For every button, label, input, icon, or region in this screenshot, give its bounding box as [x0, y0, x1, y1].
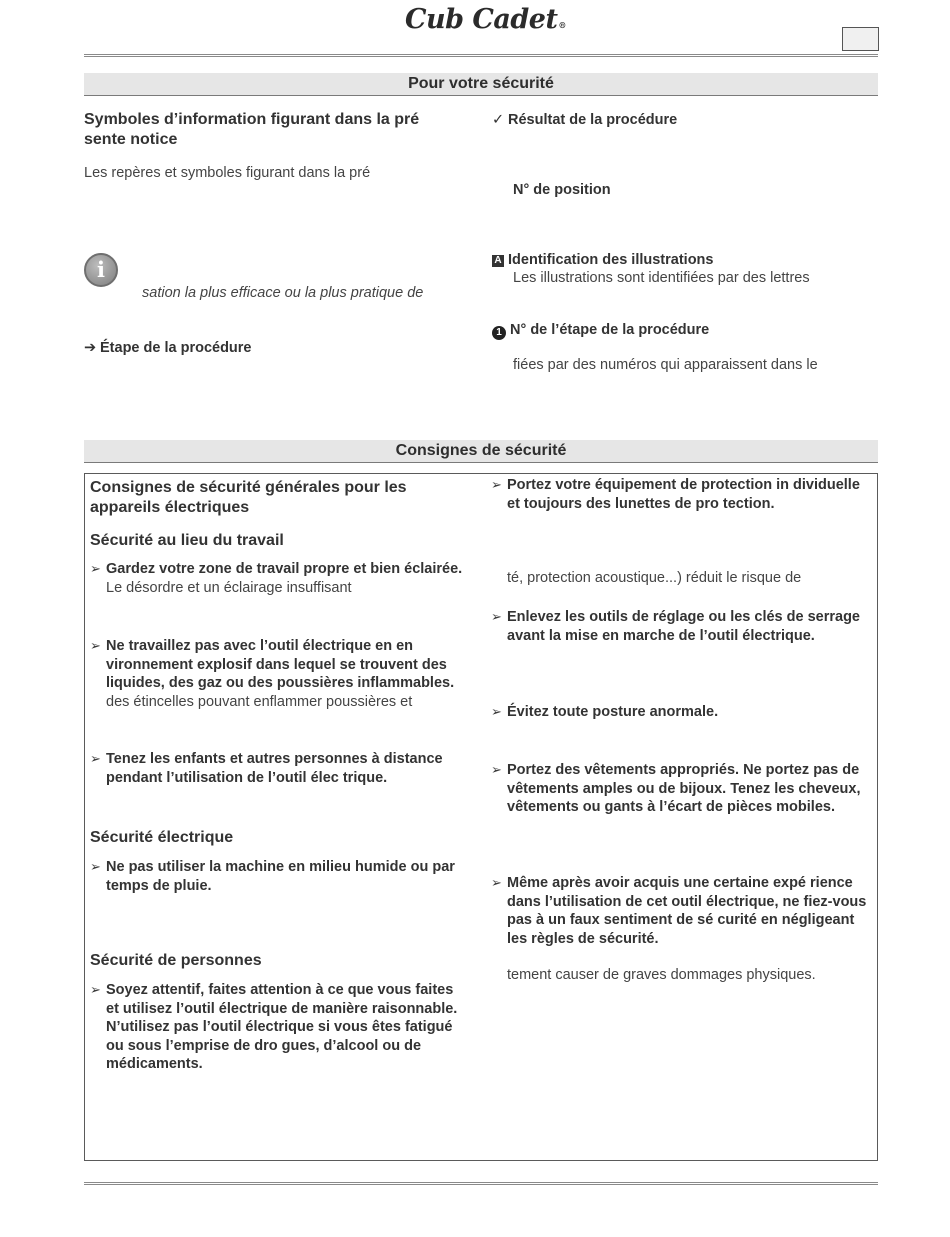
- brand-logo: [405, 4, 580, 36]
- electrical-safety-heading: Sécurité électrique: [90, 829, 234, 846]
- illustration-id-label: Identification des illustrations: [508, 252, 714, 268]
- bullet-arrow-icon: ➢: [491, 875, 502, 890]
- step-label: Étape de la procédure: [100, 340, 252, 356]
- instruction-bold: Gardez votre zone de travail propre et bien éclairée.: [106, 561, 463, 577]
- section-title-safety: Pour votre sécurité: [84, 73, 878, 96]
- instruction-bold: Ne travaillez pas avec l’outil électrique en en vironnement explosif dans lequel se trouvent des liquides, des gaz ou des poussières inflammables.: [106, 638, 455, 691]
- instruction-text: des étincelles pouvant enflammer poussières et: [106, 693, 413, 710]
- bullet-arrow-icon: ➢: [491, 762, 502, 777]
- list-item: [90, 637, 470, 711]
- list-item: [491, 476, 875, 513]
- letter-a-badge-icon: A: [492, 255, 504, 267]
- info-text: sation la plus efficace ou la plus pratique de: [142, 285, 424, 301]
- list-item: [90, 750, 470, 787]
- workplace-safety-heading: Sécurité au lieu du travail: [90, 532, 284, 549]
- instruction-bold: Portez des vêtements appropriés. Ne portez pas de vêtements amples ou de bijoux. Tenez les cheveux, vêtements ou gants à l’écart de pièces mobiles.: [507, 762, 861, 815]
- list-item: [491, 761, 875, 817]
- instruction-bold: Ne pas utiliser la machine en milieu humide ou par temps de pluie.: [106, 859, 455, 894]
- section-title-instructions: Consignes de sécurité: [84, 440, 878, 463]
- position-label: N° de position: [513, 182, 611, 198]
- instruction-bold: Tenez les enfants et autres personnes à distance pendant l’utilisation de l’outil élec trique.: [106, 751, 443, 786]
- step-number-text: fiées par des numéros qui apparaissent dans le: [513, 357, 818, 373]
- instruction-bold: Enlevez les outils de réglage ou les clés de serrage avant la mise en marche de l’outil électrique.: [507, 609, 860, 644]
- list-item: [90, 560, 470, 597]
- result-symbol-line: [492, 111, 872, 130]
- checkmark-icon: ✓: [492, 112, 505, 128]
- instruction-bold: Même après avoir acquis une certaine expé rience dans l’utilisation de cet outil électrique, ne fiez-vous pas à un faux sentiment de sé curité en négligeant les règles de sécurité.: [507, 875, 867, 947]
- registered-mark: ®: [558, 20, 566, 30]
- step-number-line: [492, 321, 872, 340]
- illustration-id-text: Les illustrations sont identifiées par des lettres: [513, 270, 810, 286]
- instruction-text: tement causer de graves dommages physiques.: [507, 967, 816, 983]
- symbols-intro: Les repères et symboles figurant dans la pré: [84, 165, 371, 181]
- instruction-bold: Évitez toute posture anormale.: [507, 704, 719, 720]
- info-icon: i: [84, 253, 118, 287]
- instruction-bold: Portez votre équipement de protection in dividuelle et toujours des lunettes de pro tection.: [507, 477, 860, 512]
- general-safety-heading: Consignes de sécurité générales pour les appareils électriques: [90, 479, 407, 516]
- instruction-text: Le désordre et un éclairage insuffisant: [106, 579, 352, 596]
- list-item: [491, 608, 875, 645]
- number-one-badge-icon: 1: [492, 326, 506, 340]
- header-divider: [84, 54, 878, 57]
- instruction-text: té, protection acoustique...) réduit le risque de: [507, 570, 802, 586]
- instruction-bold: Soyez attentif, faites attention à ce que vous faites et utilisez l’outil électrique de manière raisonnable. N’utilisez pas l’outil électrique si vous êtes fatigué ou sous l’emprise de dro gues, d’alcool ou de médicaments.: [106, 982, 458, 1072]
- bullet-arrow-icon: ➢: [90, 638, 101, 653]
- bullet-arrow-icon: ➢: [491, 609, 502, 624]
- result-label: Résultat de la procédure: [508, 112, 678, 128]
- list-item: [491, 703, 875, 722]
- bullet-arrow-icon: ➢: [491, 477, 502, 492]
- list-item: [90, 981, 470, 1074]
- step-number-label: N° de l’étape de la procédure: [510, 322, 710, 338]
- symbols-heading: Symboles d’information figurant dans la pré sente notice: [84, 111, 420, 148]
- list-item: [491, 874, 875, 948]
- personal-safety-heading: Sécurité de personnes: [90, 952, 262, 969]
- bullet-arrow-icon: ➢: [90, 982, 101, 997]
- step-symbol-line: [84, 339, 464, 358]
- page-number-box: [842, 27, 879, 51]
- bullet-arrow-icon: ➢: [90, 859, 101, 874]
- footer-divider: [84, 1182, 878, 1185]
- list-item: [90, 858, 470, 895]
- arrow-right-icon: ➔: [84, 340, 97, 356]
- logo-text: Cub Cadet: [405, 4, 558, 35]
- bullet-arrow-icon: ➢: [90, 561, 101, 576]
- bullet-arrow-icon: ➢: [90, 751, 101, 766]
- bullet-arrow-icon: ➢: [491, 704, 502, 719]
- illustration-id-line: [492, 251, 872, 270]
